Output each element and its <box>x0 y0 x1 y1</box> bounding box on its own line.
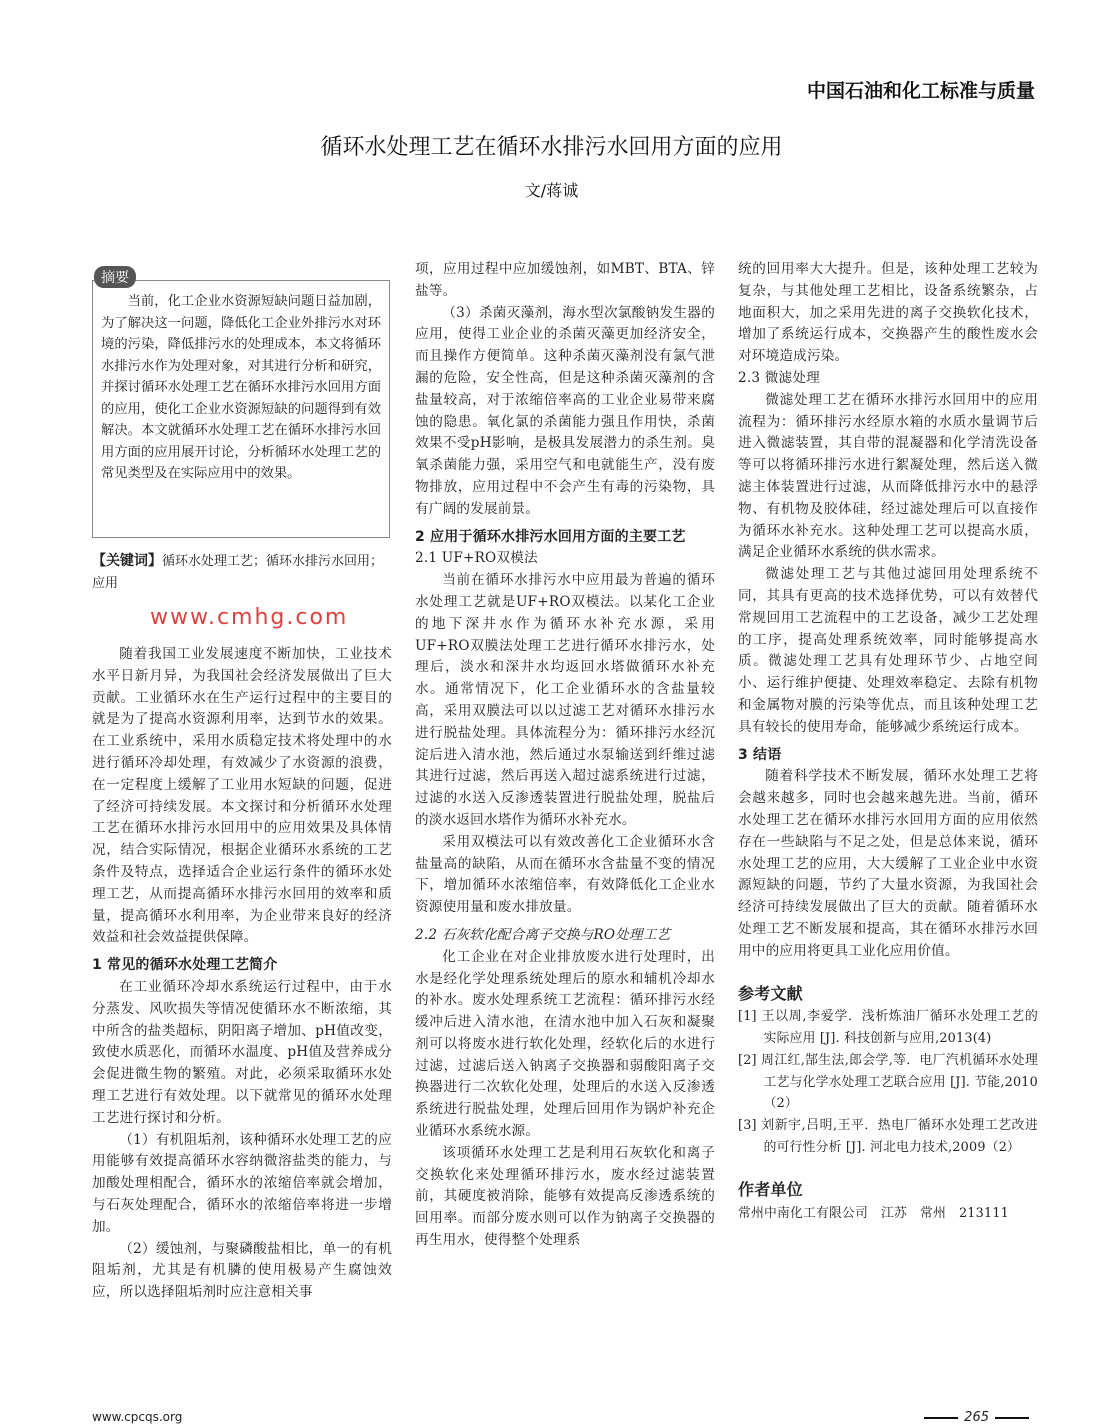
affiliation-heading: 作者单位 <box>738 1179 803 1199</box>
body-paragraph: （1）有机阻垢剂，该种循环水处理工艺的应用能够有效提高循环水容纳微溶盐类的能力，与加酸处理相配合，循环水的浓缩倍率就会增加，与石灰处理配合，循环水的浓缩倍率将进一步增加。 <box>92 1131 392 1235</box>
abstract-box <box>92 280 390 538</box>
left-column <box>92 644 392 1304</box>
middle-column <box>415 259 715 1252</box>
references-heading: 参考文献 <box>738 983 803 1003</box>
subsection-heading: 2.2 石灰软化配合离子交换与RO处理工艺 <box>415 926 671 943</box>
right-column <box>738 259 1038 1224</box>
subsection-heading: 2.3 微滤处理 <box>738 369 820 386</box>
section-heading: 1 常见的循环水处理工艺简介 <box>92 957 278 974</box>
body-paragraph: 在工业循环冷却水系统运行过程中，由于水分蒸发、风吹损失等情况使循环水不断浓缩，其中所含的盐类超标，阴阳离子增加、pH值改变，致使水质恶化，而循环水温度、pH值及营养成分会促进微生物的繁殖。对此，必须采取循环水处理工艺进行有效处理。以下就常见的循环水处理工艺进行探讨和分析。 <box>92 978 392 1126</box>
subsection-heading: 2.1 UF+RO双模法 <box>415 550 538 567</box>
keywords-text: 循环水处理工艺；循环水排污水回用；应用 <box>92 554 384 591</box>
body-paragraph: 统的回用率大大提升。但是，该种处理工艺较为复杂，与其他处理工艺相比，设备系统繁杂，占地面积大，加之采用先进的离子交换软化技术，增加了系统运行成本，交换器产生的酸性废水会对环境造成污染。 <box>738 261 1038 365</box>
article-title: 循环水处理工艺在循环水排污水回用方面的应用 <box>320 135 783 160</box>
body-paragraph: 该项循环水处理工艺是利用石灰软化和离子交换软化来处理循环排污水，废水经过滤装置前，其硬度被消除，能够有效提高反渗透系统的回用率。而部分废水则可以作为钠离子交换器的再生用水，使得整个处理系 <box>415 1144 715 1249</box>
body-paragraph: （2）缓蚀剂，与聚磷酸盐相比，单一的有机阻垢剂，尤其是有机膦的使用极易产生腐蚀效应，所以选择阻垢剂时应注意相关事 <box>92 1240 392 1301</box>
body-paragraph: 项，应用过程中应加缓蚀剂，如MBT、BTA、锌盐等。 <box>415 261 715 299</box>
journal-name: 中国石油和化工标准与质量 <box>806 80 1035 102</box>
intro-paragraph: 随着我国工业发展速度不断加快，工业技术水平日新月异，为我国社会经济发展做出了巨大贡献。工业循环水在生产运行过程中的主要目的就是为了提高水资源利用率，达到节水的效果。在工业系统中，采用水质稳定技术将处理中的水进行循环冷却处理，有效减少了水资源的浪费，在一定程度上缓解了工业用水短缺的问题，促进了经济可持续发展。本文探讨和分析循环水处理工艺在循环水排污水回用中的应用效果及具体情况，结合实际情况，根据企业循环水系统的工艺条件及特点，选择适合企业运行条件的循环水处理工艺，从而提高循环水排污水回用的效率和质量，提高循环水利用率，为企业带来良好的经济效益和社会效益提供保障。 <box>92 646 392 946</box>
body-paragraph: 微滤处理工艺在循环水排污水回用中的应用流程为：循环排污水经原水箱的水质水量调节后进入微滤装置，其自带的混凝器和化学清洗设备等可以将循环排污水进行絮凝处理，然后送入微滤主体装置进行过滤，从而降低排污水中的悬浮物、有机物及胶体硅，经过滤处理后可以直接作为循环水补充水。这种处理工艺可以提高水质，满足企业循环水系统的供水需求。 <box>738 391 1038 561</box>
affiliation: 常州中南化工有限公司 江苏 常州 213111 <box>738 1205 1009 1221</box>
page-number: 265 <box>918 1410 1035 1425</box>
keywords-label: 【关键词】 <box>92 553 162 569</box>
body-paragraph: 采用双模法可以有效改善化工企业循环水含盐量高的缺陷，从而在循环水含盐量不变的情况下，增加循环水浓缩倍率，有效降低化工企业水资源使用量和废水排放量。 <box>415 833 715 916</box>
section-heading: 3 结语 <box>738 746 782 763</box>
body-paragraph: （3）杀菌灭藻剂，海水型次氯酸钠发生器的应用，使得工业企业的杀菌灭藻更加经济安全，而且操作方便简单。这种杀菌灭藻剂没有氯气泄漏的危险，安全性高，但是这种杀菌灭藻剂的含盐量较高，对于浓缩倍率高的工业企业易带来腐蚀的隐患。氧化氯的杀菌能力强且作用快，杀菌效果不受pH影响，是极具发展潜力的杀生剂。臭氧杀菌能力强，采用空气和电就能生产，没有废物排放，应用过程中不会产生有毒的污染物，具有广阔的发展前景。 <box>415 304 715 517</box>
body-paragraph: 化工企业在对企业排放废水进行处理时，出水是经化学处理系统处理后的原水和辅机冷却水的补水。废水处理系统工艺流程：循环排污水经缓冲后进入清水池，在清水池中加入石灰和凝聚剂可以将废水进行软化处理，经软化后的水进行过滤，过滤后送入钠离子交换器和弱酸阳离子交换器进行二次软化处理，处理后的水送入反渗透系统进行脱盐处理，处理后回用作为锅炉补充企业循环水系统水源。 <box>415 948 715 1140</box>
keywords <box>92 551 392 595</box>
reference-item: [3] 刘新宇,吕明,王平．热电厂循环水处理工艺改进的可行性分析 [J]. 河北电力技术,2009（2） <box>738 1118 1038 1156</box>
body-paragraph: 随着科学技术不断发展，循环水处理工艺将会越来越多，同时也会越来越先进。当前，循环水处理工艺在循环水排污水回用方面的应用依然存在一些缺陷与不足之处，但是总体来说，循环水处理工艺的应用，大大缓解了工业企业中水资源短缺的问题，节约了大量水资源，为我国社会经济可持续发展做出了巨大的贡献。随着循环水处理工艺不断发展和提高，其在循环水排污水回用中的应用将更具工业化应用价值。 <box>738 768 1038 959</box>
footer-url: www.cpcqs.org <box>92 1410 183 1424</box>
watermark: www.cmhg.com <box>150 605 349 630</box>
abstract-tag: 摘要 <box>94 266 136 288</box>
abstract-text: 当前，化工企业水资源短缺问题日益加剧，为了解决这一问题，降低化工企业外排污水对环境的污染，降低排污水的处理成本，本文将循环水排污水作为处理对象，对其进行分析和研究，并探讨循环水处理工艺在循环水排污水回用方面的应用，使化工企业水资源短缺的问题得到有效解决。本文就循环水处理工艺在循环水排污水回用方面的应用展开讨论，分析循环水处理工艺的常见类型及在实际应用中的效果。 <box>101 294 381 481</box>
reference-item: [2] 周江红,郜生法,郎会学,等．电厂汽机循环水处理工艺与化学水处理工艺联合应用 [J]. 节能,2010（2） <box>738 1052 1038 1112</box>
body-paragraph: 当前在循环水排污水中应用最为普遍的循环水处理工艺就是UF+RO双模法。以某化工企业的地下深井水作为循环水补充水源，采用UF+RO双膜法处理工艺进行循环水排污水，处理后，淡水和深井水均返回水塔做循环水补充水。通常情况下，化工企业循环水的含盐量较高，采用双膜法可以以过滤工艺对循环水排污水进行脱盐处理。具体流程分为：循环排污水经沉淀后进入清水池，然后通过水泵输送到纤维过滤其进行过滤，然后再送入超过滤系统进行过滤，过滤的水送入反渗透装置进行脱盐处理，脱盐后的淡水返回水塔作为循环水补充水。 <box>415 572 715 828</box>
reference-item: [1] 王以周,李爱学．浅析炼油厂循环水处理工艺的实际应用 [J]. 科技创新与应用,2013(4) <box>738 1009 1038 1047</box>
section-heading: 2 应用于循环水排污水回用方面的主要工艺 <box>415 528 686 545</box>
body-paragraph: 微滤处理工艺与其他过滤回用处理系统不同，其具有更高的技术选择优势，可以有效替代常规回用工艺流程中的工艺设备，减少工艺处理的工序，提高处理系统效率，同时能够提高水质。微滤处理工艺具有处理环节少、占地空间小、运行维护便捷、处理效率稳定、去除有机物和金属物对膜的污染等优点，而且该种处理工艺具有较长的使用寿命，能够减少系统运行成本。 <box>738 566 1038 735</box>
article-author: 文/蒋诚 <box>524 181 579 200</box>
